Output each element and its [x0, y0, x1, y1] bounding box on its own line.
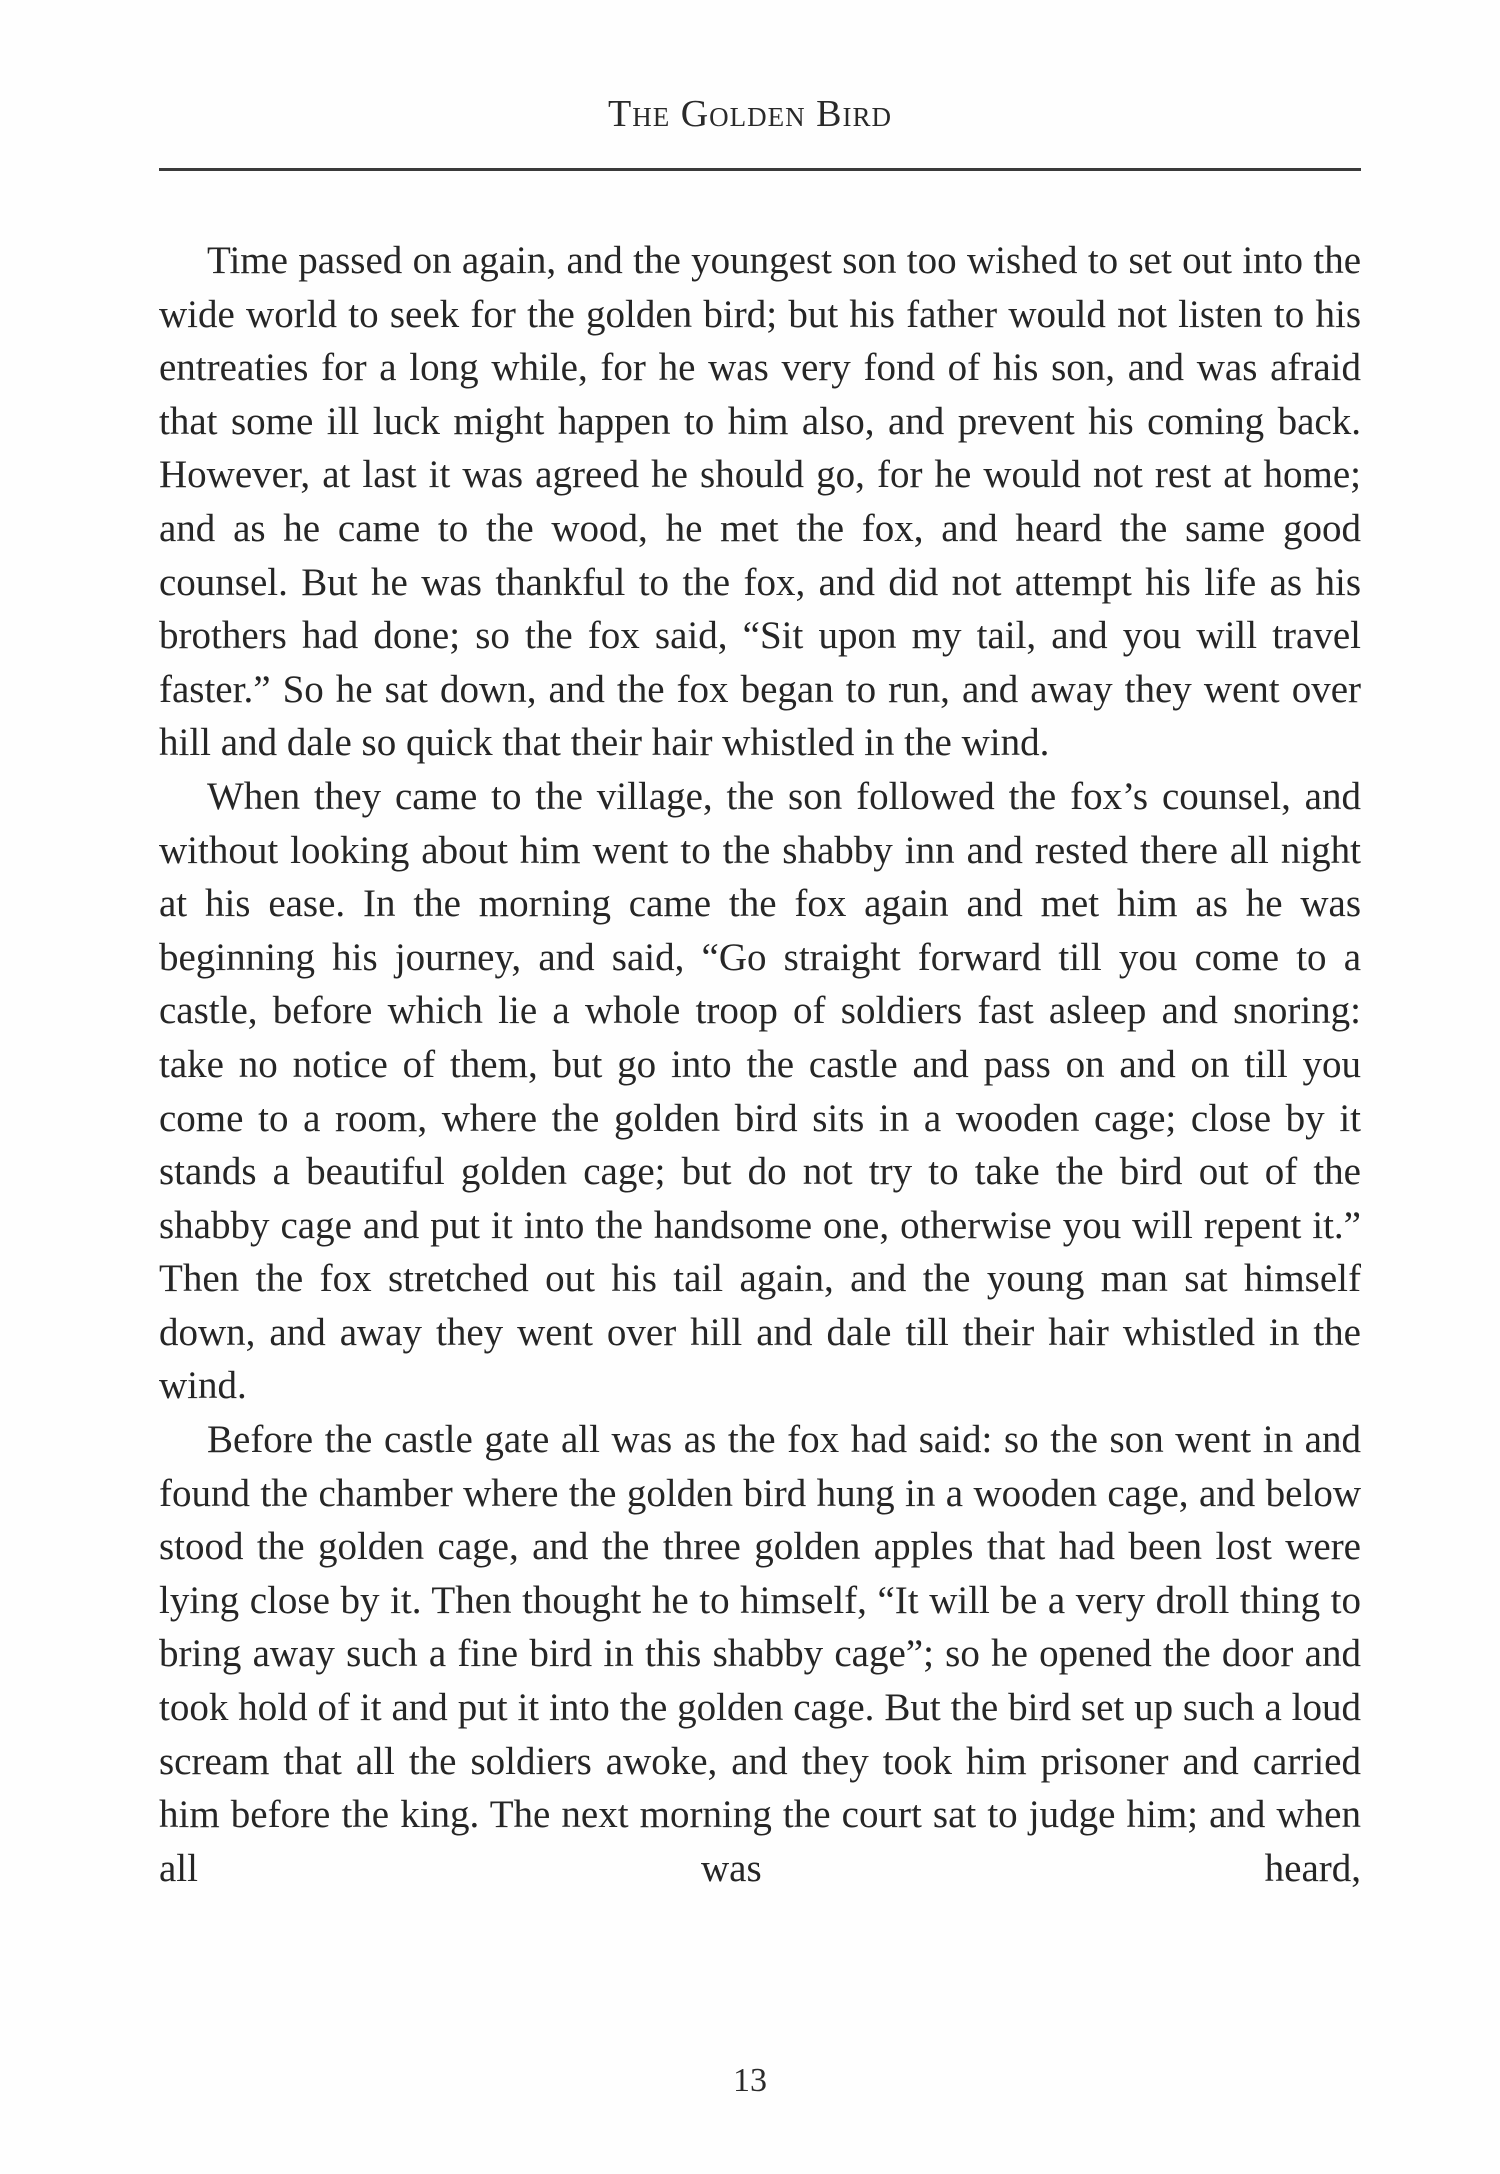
paragraph: Before the castle gate all was as the fox had said: so the son went in and found the chamber where the golden bird hung in a wooden cage, and below stood the golden cage, and the three golden apples that had been lost were lying close by it. Then thought he to himself, “It will be a very droll thing to bring away such a fine bird in this shabby cage”; so he opened the door and took hold of it and put it into the golden cage. But the bird set up such a loud scream that all the soldiers awoke, and they took him prisoner and carried him before the king. The next morning the court sat to judge him; and when all was heard, — [159, 1418, 1361, 1890]
running-head-title: The Golden Bird — [608, 93, 892, 135]
body-text — [159, 234, 1361, 1895]
paragraph: When they came to the village, the son followed the fox’s counsel, and without looking about him went to the shabby inn and rested there all night at his ease. In the morning came the fox again and met him as he was beginning his journey, and said, “Go straight forward till you come to a castle, before which lie a whole troop of soldiers fast asleep and snoring: take no notice of them, but go into the castle and pass on and on till you come to a room, where the golden bird sits in a wooden cage; close by it stands a beautiful golden cage; but do not try to take the bird out of the shabby cage and put it into the handsome one, otherwise you will repent it.” Then the fox stretched out his tail again, and the young man sat himself down, and away they went over hill and dale till their hair whistled in the wind. — [159, 774, 1361, 1408]
header-rule — [159, 168, 1361, 171]
paragraph: Time passed on again, and the youngest son too wished to set out into the wide world to seek for the golden bird; but his father would not listen to his entreaties for a long while, for he was very fond of his son, and was afraid that some ill luck might happen to him also, and prevent his coming back. However, at last it was agreed he should go, for he would not rest at home; and as he came to the wood, he met the fox, and heard the same good counsel. But he was thankful to the fox, and did not attempt his life as his brothers had done; so the fox said, “Sit upon my tail, and you will travel faster.” So he sat down, and the fox began to run, and away they went over hill and dale so quick that their hair whistled in the wind. — [159, 239, 1361, 765]
page-number: 13 — [733, 2062, 767, 2099]
